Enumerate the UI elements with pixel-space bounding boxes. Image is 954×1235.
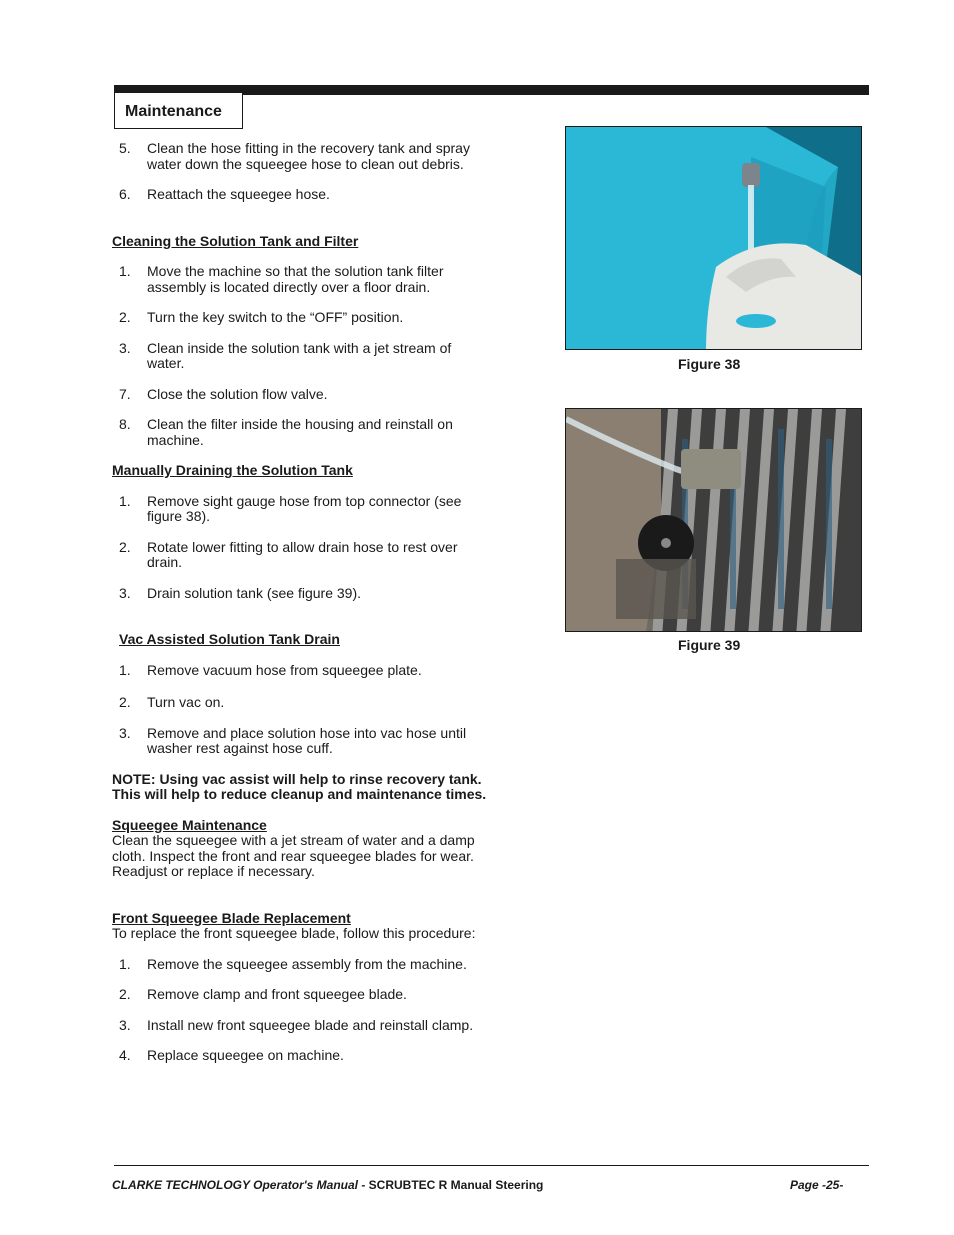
list-item: 8. Clean the filter inside the housing and reinstall on machine. xyxy=(119,416,453,448)
figure-39-photo xyxy=(565,408,862,632)
footer-rule xyxy=(114,1165,869,1166)
front-blade-intro: To replace the front squeegee blade, follow this procedure: xyxy=(112,925,476,941)
list-item: 1. Move the machine so that the solution tank filter assembly is located directly over a floor drain. xyxy=(119,263,444,295)
list-item: 4. Replace squeegee on machine. xyxy=(119,1047,344,1063)
list-item: 2. Turn vac on. xyxy=(119,694,225,710)
solution-tank-heading: Cleaning the Solution Tank and Filter xyxy=(112,232,359,249)
list-item: 3. Install new front squeegee blade and reinstall clamp. xyxy=(119,1016,474,1033)
section-title-box xyxy=(114,93,243,129)
list-item: 7. Close the solution flow valve. xyxy=(119,385,328,402)
vac-assist-note: NOTE: Using vac assist will help to rinse recovery tank. This will help to reduce cleanup and maintenance times. xyxy=(112,770,487,802)
footer-product: SCRUBTEC R Manual Steering xyxy=(368,1178,544,1192)
manual-drain-heading: Manually Draining the Solution Tank xyxy=(112,462,353,478)
figure-38-caption: Figure 38 xyxy=(678,356,741,372)
recovery-steps xyxy=(112,141,492,203)
section-title: Maintenance xyxy=(125,103,222,120)
figure-38-photo xyxy=(565,126,862,350)
vac-drain-steps xyxy=(112,663,492,757)
footer-left xyxy=(112,1178,543,1192)
list-item: 1. Remove the squeegee assembly from the machine. xyxy=(119,955,467,972)
list-item: 1. Remove vacuum hose from squeegee plate. xyxy=(119,661,422,678)
list-item: 2. Turn the key switch to the “OFF” position. xyxy=(119,309,404,325)
list-item: 1. Remove sight gauge hose from top connector (see figure 38). xyxy=(119,492,462,524)
footer-company: CLARKE TECHNOLOGY Operator's Manual - xyxy=(112,1178,366,1192)
list-item: 2. Remove clamp and front squeegee blade. xyxy=(119,986,407,1002)
squeegee-maintenance-text: Clean the squeegee with a jet stream of water and a damp cloth. Inspect the front and rear squeegee blades for wear. Readjust or replace if necessary. xyxy=(112,832,475,879)
squeegee-maintenance-heading: Squeegee Maintenance xyxy=(112,816,267,833)
front-blade-steps xyxy=(112,957,492,1064)
manual-drain-steps xyxy=(112,494,492,602)
solution-tank-steps xyxy=(112,264,492,448)
front-blade-heading: Front Squeegee Blade Replacement xyxy=(112,909,351,926)
vac-drain-heading: Vac Assisted Solution Tank Drain xyxy=(119,631,340,647)
tank-sight-gauge-image xyxy=(566,127,862,350)
list-item: 3. Clean inside the solution tank with a jet stream of water. xyxy=(119,339,452,371)
list-item: 2. Rotate lower fitting to allow drain hose to rest over drain. xyxy=(119,538,458,570)
footer-page-number: Page -25- xyxy=(790,1178,844,1192)
main-column xyxy=(112,141,492,1079)
list-item: 6. Reattach the squeegee hose. xyxy=(119,186,330,202)
list-item: 5. Clean the hose fitting in the recovery tank and spray water down the squeegee hose to clean out debris. xyxy=(119,140,470,172)
figure-39-caption: Figure 39 xyxy=(678,637,741,653)
drain-grate-image xyxy=(566,409,862,632)
list-item: 3. Drain solution tank (see figure 39). xyxy=(119,584,361,601)
list-item: 3. Remove and place solution hose into vac hose until washer rest against hose cuff. xyxy=(119,724,467,756)
